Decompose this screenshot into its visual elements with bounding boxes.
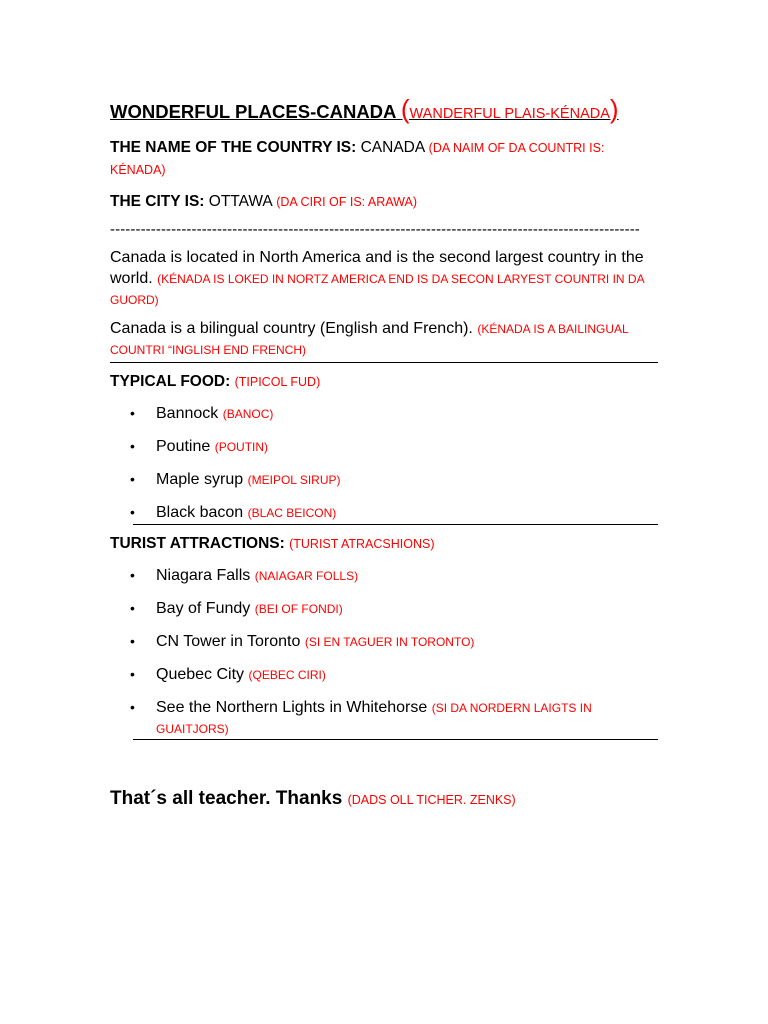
food-heading-label: TYPICAL FOOD: xyxy=(110,373,231,390)
food-item-text: Poutine xyxy=(156,438,211,455)
paragraph-text: Canada is located in North America and is the second largest country in the world. xyxy=(110,249,644,287)
list-item xyxy=(110,631,658,653)
bullet-icon: • xyxy=(130,504,135,520)
attraction-item-text: Niagara Falls xyxy=(156,567,251,584)
attraction-item-text: See the Northern Lights in Whitehorse xyxy=(156,699,428,716)
bullet-icon: • xyxy=(130,699,135,715)
attractions-heading-label: TURIST ATTRACTIONS: xyxy=(110,535,285,552)
list-item xyxy=(110,565,658,587)
list-item xyxy=(110,403,658,425)
document-page xyxy=(110,92,658,813)
city-line xyxy=(110,191,658,213)
attraction-item-translation: (SI DA NORDERN LAIGTS IN GUAITJORS) xyxy=(156,701,592,736)
food-item-translation: (BLAC BEICON) xyxy=(247,506,337,520)
closing-translation: (DADS OLL TICHER. ZENKS) xyxy=(347,793,516,807)
list-item xyxy=(110,664,658,686)
paragraph-bilingual xyxy=(110,318,658,363)
bullet-icon: • xyxy=(130,471,135,487)
city-label: THE CITY IS: xyxy=(110,193,205,210)
food-list-rule xyxy=(133,524,658,525)
country-label: THE NAME OF THE COUNTRY IS: xyxy=(110,139,357,156)
city-translation: (DA CIRI OF IS: ARAWA) xyxy=(276,195,417,209)
attraction-item-translation: (QEBEC CIRI) xyxy=(248,668,326,682)
bullet-icon: • xyxy=(130,405,135,421)
food-list xyxy=(110,403,658,524)
list-item xyxy=(110,502,658,524)
city-value: OTTAWA xyxy=(208,193,272,210)
food-item-translation: (MEIPOL SIRUP) xyxy=(247,473,341,487)
bullet-icon: • xyxy=(130,666,135,682)
attractions-heading-translation: (TURIST ATRACSHIONS) xyxy=(289,537,435,551)
page-title xyxy=(110,92,658,131)
food-item-translation: (POUTIN) xyxy=(214,440,269,454)
list-item xyxy=(110,469,658,491)
list-item xyxy=(110,436,658,458)
bullet-icon: • xyxy=(130,600,135,616)
bullet-icon: • xyxy=(130,633,135,649)
attraction-item-text: CN Tower in Toronto xyxy=(156,633,301,650)
title-translation: WANDERFUL PLAIS-KÉNADA xyxy=(409,106,610,122)
list-item xyxy=(110,598,658,620)
attractions-list-rule xyxy=(133,739,658,740)
food-item-text: Bannock xyxy=(156,405,219,422)
country-translation: (DA NAIM OF DA COUNTRI IS: KÉNADA) xyxy=(110,141,605,177)
title-text: WONDERFUL PLACES-CANADA xyxy=(110,101,401,122)
paragraph-translation: (KÉNADA IS A BAILINGUAL COUNTRI “INGLISH END FRENCH) xyxy=(110,322,629,357)
food-heading xyxy=(110,371,658,393)
attractions-list xyxy=(110,565,658,739)
country-line xyxy=(110,137,658,181)
food-item-text: Maple syrup xyxy=(156,471,244,488)
bullet-icon: • xyxy=(130,567,135,583)
attraction-item-text: Quebec City xyxy=(156,666,245,683)
attractions-heading xyxy=(110,533,658,555)
attraction-item-translation: (SI EN TAGUER IN TORONTO) xyxy=(304,635,475,649)
attraction-item-translation: (NAIAGAR FOLLS) xyxy=(254,569,359,583)
paragraph-text: Canada is a bilingual country (English and French). xyxy=(110,320,473,337)
food-item-text: Black bacon xyxy=(156,504,244,521)
title-open-paren: ( xyxy=(400,94,410,124)
list-item xyxy=(110,697,658,739)
food-item-translation: (BANOC) xyxy=(222,407,274,421)
country-value: CANADA xyxy=(360,139,425,156)
title-close-paren: ) xyxy=(609,94,619,124)
attraction-item-text: Bay of Fundy xyxy=(156,600,251,617)
attraction-item-translation: (BEI OF FONDI) xyxy=(254,602,343,616)
dashed-separator: -------------------------------------------------------------------------------------------------------- xyxy=(110,223,640,237)
food-heading-translation: (TIPICOL FUD) xyxy=(234,375,321,389)
bullet-icon: • xyxy=(130,438,135,454)
paragraph-location xyxy=(110,247,658,310)
closing-line xyxy=(110,786,658,813)
closing-text: That´s all teacher. Thanks xyxy=(110,788,343,809)
paragraph-translation: (KÉNADA IS LOKED IN NORTZ AMERICA END IS DA SECON LARYEST COUNTRI IN DA GUORD) xyxy=(110,272,644,307)
